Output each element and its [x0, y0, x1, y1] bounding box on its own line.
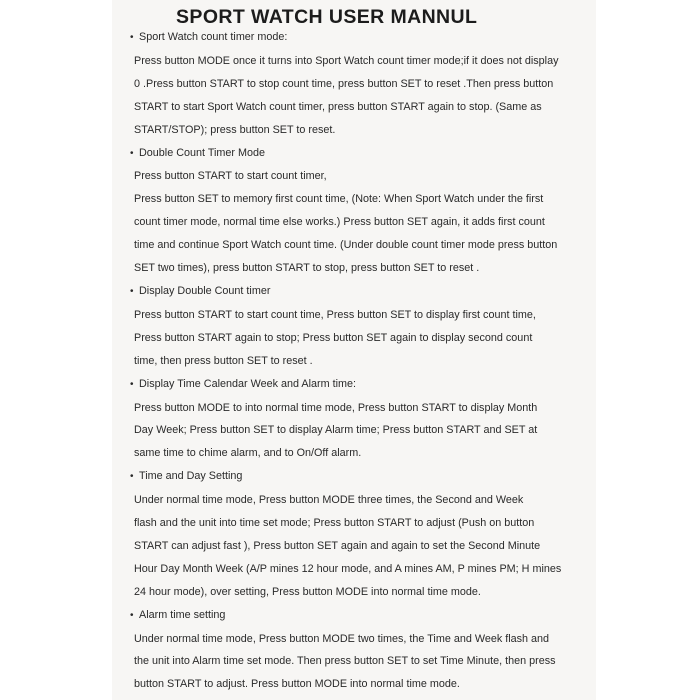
manual-title: SPORT WATCH USER MANNUL	[176, 6, 478, 28]
section-time-and-day-setting	[130, 465, 590, 603]
paragraph-line: 24 hour mode), over setting, Press button MODE into normal time mode.	[134, 585, 481, 598]
heading-text: Display Double Count timer	[139, 284, 271, 297]
paragraph-line: START to start Sport Watch count timer, press button START again to stop. (Same as	[134, 100, 542, 113]
paragraph-line: time, then press button SET to reset .	[134, 354, 313, 367]
section-heading	[130, 373, 590, 397]
section-heading	[130, 465, 590, 489]
section-display-double-count-timer	[130, 280, 590, 373]
paragraph-line: START/STOP); press button SET to reset.	[134, 123, 336, 136]
section-display-time-calendar	[130, 373, 590, 466]
bullet-icon: •	[130, 378, 134, 390]
section-heading	[130, 280, 590, 304]
bullet-icon: •	[130, 285, 134, 297]
section-heading	[130, 142, 590, 166]
paragraph-line: 0 .Press button START to stop count time, press button SET to reset .Then press button	[134, 77, 554, 90]
section-alarm-time-setting	[130, 604, 590, 697]
section-heading	[130, 604, 590, 628]
heading-text: Alarm time setting	[139, 608, 226, 621]
heading-text: Display Time Calendar Week and Alarm time:	[139, 377, 357, 390]
paragraph-line: count timer mode, normal time else works.) Press button SET again, it adds first count	[134, 216, 545, 229]
paragraph-line: Press button START to start count time, Press button SET to display first count time,	[134, 308, 536, 321]
bullet-icon: •	[130, 147, 134, 159]
paragraph-line: button START to adjust. Press button MODE into normal time mode.	[134, 678, 460, 691]
manual-body	[130, 26, 590, 696]
section-heading	[130, 26, 590, 50]
paragraph-line: SET two times), press button START to stop, press button SET to reset .	[134, 262, 480, 275]
paragraph-line: flash and the unit into time set mode; Press button START to adjust (Push on button	[134, 517, 535, 530]
paragraph-line: Day Week; Press button SET to display Alarm time; Press button START and SET at	[134, 424, 538, 437]
paragraph-line: time and continue Sport Watch count time. (Under double count timer mode press button	[134, 239, 558, 252]
bullet-icon: •	[130, 609, 134, 621]
heading-text: Double Count Timer Mode	[139, 146, 266, 159]
section-sport-watch-count-timer-mode	[130, 26, 590, 142]
paragraph-line: Under normal time mode, Press button MODE three times, the Second and Week	[134, 494, 524, 507]
paragraph-line: Under normal time mode, Press button MODE two times, the Time and Week flash and	[134, 632, 550, 645]
paragraph-line: Press button START again to stop; Press button SET again to display second count	[134, 331, 533, 344]
paragraph-line: same time to chime alarm, and to On/Off alarm.	[134, 447, 362, 460]
section-double-count-timer-mode	[130, 142, 590, 280]
paragraph-line: Press button SET to memory first count time, (Note: When Sport Watch under the first	[134, 193, 544, 206]
bullet-icon: •	[130, 471, 134, 483]
heading-text: Sport Watch count timer mode:	[139, 31, 288, 43]
paragraph-line: Press button MODE to into normal time mode, Press button START to display Month	[134, 401, 538, 414]
bullet-icon: •	[130, 32, 134, 43]
manual-page	[112, 0, 596, 700]
paragraph-line: Press button START to start count timer,	[134, 170, 327, 183]
paragraph-line: Press button MODE once it turns into Sport Watch count timer mode;if it does not display	[134, 54, 559, 67]
paragraph-line: START can adjust fast ), Press button SET again and again to set the Second Minute	[134, 539, 541, 552]
paragraph-line: Hour Day Month Week (A/P mines 12 hour mode, and A mines AM, P mines PM; H mines	[134, 562, 562, 575]
paragraph-line: the unit into Alarm time set mode. Then press button SET to set Time Minute, then press	[134, 655, 556, 668]
heading-text: Time and Day Setting	[139, 470, 243, 483]
